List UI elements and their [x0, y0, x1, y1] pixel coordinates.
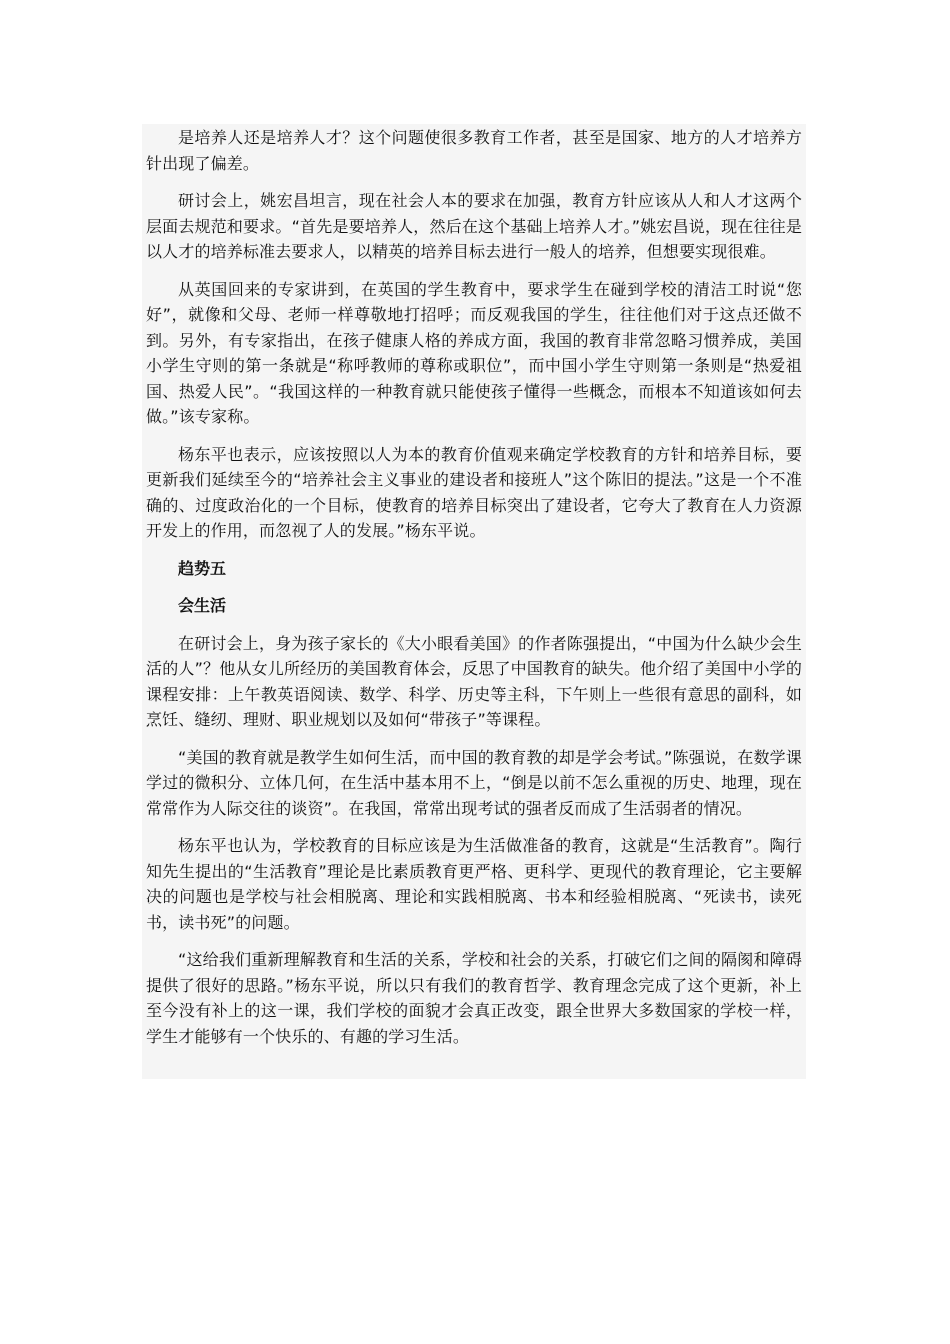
- article-body: [142, 124, 806, 1079]
- section-heading-trend: 趋势五: [178, 558, 227, 578]
- paragraph-1: 是培养人还是培养人才？这个问题使很多教育工作者，甚至是国家、地方的人才培养方针出现了偏差。: [146, 128, 802, 173]
- paragraph-7: 杨东平也认为，学校教育的目标应该是为生活做准备的教育，这就是“生活教育”。陶行知先生提出的“生活教育”理论是比素质教育更严格、更科学、更现代的教育理论，它主要解决的问题也是学校与社会相脱离、理论和实践相脱离、书本和经验相脱离、“死读书，读死书，读书死”的问题。: [146, 836, 802, 932]
- paragraph-6: “美国的教育就是教学生如何生活，而中国的教育教的却是学会考试。”陈强说，在数学课学过的微积分、立体几何，在生活中基本用不上，“倒是以前不怎么重视的历史、地理，现在常常作为人际交往的谈资”。在我国，常常出现考试的强者反而成了生活弱者的情况。: [146, 747, 802, 818]
- section-heading-topic: 会生活: [178, 596, 227, 615]
- paragraph-5: 在研讨会上，身为孩子家长的《大小眼看美国》的作者陈强提出，“中国为什么缺少会生活的人”？他从女儿所经历的美国教育体会，反思了中国教育的缺失。他介绍了美国中小学的课程安排：上午教英语阅读、数学、科学、历史等主科，下午则上一些很有意思的副科，如烹饪、缝纫、理财、职业规划以及如何“带孩子”等课程。: [146, 633, 802, 729]
- paragraph-3: 从英国回来的专家讲到，在英国的学生教育中，要求学生在碰到学校的清洁工时说“您好”，就像和父母、老师一样尊敬地打招呼；而反观我国的学生，往往他们对于这点还做不到。另外，有专家指出，在孩子健康人格的养成方面，我国的教育非常忽略习惯养成，美国小学生守则的第一条就是“称呼教师的尊称或职位”，而中国小学生守则第一条则是“热爱祖国、热爱人民”。“我国这样的一种教育就只能使孩子懂得一些概念，而根本不知道该如何去做。”该专家称。: [146, 279, 802, 426]
- paragraph-8: “这给我们重新理解教育和生活的关系，学校和社会的关系，打破它们之间的隔阂和障碍提供了很好的思路。”杨东平说，所以只有我们的教育哲学、教育理念完成了这个更新，补上至今没有补上的这一课，我们学校的面貌才会真正改变，跟全世界大多数国家的学校一样，学生才能够有一个快乐的、有趣的学习生活。: [146, 950, 802, 1046]
- paragraph-4: 杨东平也表示，应该按照以人为本的教育价值观来确定学校教育的方针和培养目标，要更新我们延续至今的“培养社会主义事业的建设者和接班人”这个陈旧的提法。”这是一个不准确的、过度政治化的一个目标，使教育的培养目标突出了建设者，它夸大了教育在人力资源开发上的作用，而忽视了人的发展。”杨东平说。: [146, 444, 802, 540]
- paragraph-2: 研讨会上，姚宏昌坦言，现在社会人本的要求在加强，教育方针应该从人和人才这两个层面去规范和要求。“首先是要培养人，然后在这个基础上培养人才。”姚宏昌说，现在往往是以人才的培养标准去要求人，以精英的培养目标去进行一般人的培养，但想要实现很难。: [146, 191, 802, 261]
